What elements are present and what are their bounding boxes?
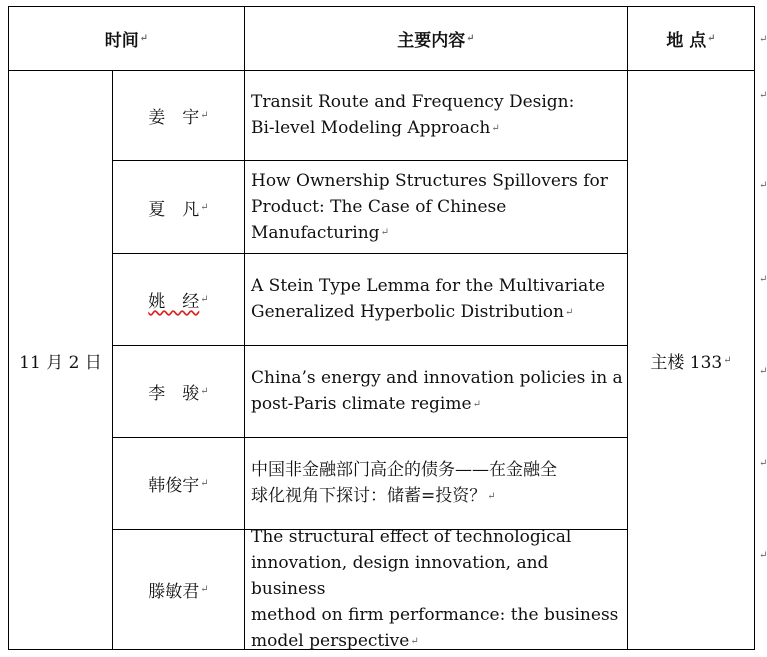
- header-time-label: 时间: [104, 31, 139, 51]
- paragraph-mark: ↵: [491, 122, 500, 134]
- row-end-mark: ↵: [759, 34, 767, 45]
- paragraph-mark: ↵: [487, 490, 496, 502]
- date-value: 11 月 2 日: [19, 352, 102, 373]
- paragraph-mark: ↵: [200, 294, 209, 305]
- topic-line-last: [251, 628, 623, 655]
- topic-line-last: [251, 299, 605, 326]
- topic-line: method on firm performance: the business: [251, 605, 619, 626]
- topic-line: post-Paris climate regime: [251, 394, 472, 415]
- speaker-cell: [113, 346, 244, 437]
- speaker-cell: [113, 530, 244, 649]
- topic-line-last: [251, 220, 608, 247]
- topic-line: Product: The Case of Chinese: [251, 196, 507, 217]
- row-end-mark: ↵: [759, 458, 767, 469]
- speaker-cell: [113, 254, 244, 345]
- topic-text: [251, 365, 623, 418]
- topic-line-last: [251, 115, 574, 142]
- topic-line: Bi-level Modeling Approach: [251, 118, 491, 139]
- row-end-mark: ↵: [759, 180, 767, 191]
- topic-line-last: [251, 483, 557, 510]
- speaker-name: 韩俊宇: [148, 476, 200, 496]
- topic-cell: [245, 346, 627, 437]
- speaker-name: 夏 凡: [148, 199, 200, 220]
- topic-line-last: [251, 391, 623, 418]
- speaker-name: 李 骏: [148, 384, 200, 404]
- speaker-cell: [113, 438, 244, 529]
- topic-line: China’s energy and innovation policies in a: [251, 368, 623, 389]
- topic-line: model perspective: [251, 631, 410, 652]
- location-cell: [628, 71, 754, 649]
- topic-text: [251, 273, 605, 326]
- paragraph-mark: ↵: [139, 33, 149, 44]
- topic-line: Transit Route and Frequency Design:: [251, 92, 575, 113]
- header-content: [245, 7, 627, 70]
- row-end-mark: ↵: [759, 550, 767, 561]
- topic-line: How Ownership Structures Spillovers for: [251, 170, 608, 191]
- paragraph-mark: ↵: [200, 584, 209, 595]
- paragraph-mark: ↵: [410, 635, 419, 647]
- topic-cell: [245, 71, 627, 160]
- topic-cell: [245, 527, 627, 652]
- topic-text: [251, 168, 608, 247]
- paragraph-mark: ↵: [380, 227, 389, 239]
- topic-line: Generalized Hyperbolic Distribution: [251, 302, 564, 323]
- paragraph-mark: ↵: [723, 354, 732, 366]
- topic-text: [251, 89, 574, 142]
- speaker-name: 姜 宇: [148, 108, 200, 128]
- paragraph-mark: ↵: [466, 33, 475, 44]
- topic-line: A Stein Type Lemma for the Multivariate: [251, 276, 606, 297]
- topic-line: Manufacturing: [251, 222, 380, 243]
- topic-line: The structural effect of technological: [251, 527, 572, 548]
- table-border: [754, 6, 755, 650]
- topic-cell: [245, 161, 627, 253]
- paragraph-mark: ↵: [707, 33, 716, 44]
- header-time: [9, 7, 244, 70]
- speaker-cell: [113, 71, 244, 160]
- topic-cell: [245, 438, 627, 529]
- paragraph-mark: ↵: [564, 306, 574, 318]
- paragraph-mark: ↵: [200, 110, 209, 121]
- topic-line: 球化视角下探讨：储蓄=投资？: [251, 486, 487, 507]
- header-content-label: 主要内容: [397, 31, 466, 51]
- paragraph-mark: ↵: [200, 201, 209, 213]
- topic-line: 中国非金融部门高企的债务——在金融全: [251, 460, 557, 481]
- paragraph-mark: ↵: [200, 386, 209, 397]
- row-end-mark: ↵: [759, 366, 767, 377]
- header-location-label: 地 点: [666, 31, 707, 51]
- topic-text: [251, 457, 557, 510]
- paragraph-mark: ↵: [200, 478, 209, 489]
- row-end-mark: ↵: [759, 274, 767, 285]
- speaker-name: 姚 经: [148, 292, 200, 312]
- topic-cell: [245, 254, 627, 345]
- row-end-mark: ↵: [759, 90, 767, 101]
- topic-line: innovation, design innovation, and business: [251, 553, 549, 600]
- topic-text: [251, 524, 623, 655]
- header-location: [628, 7, 754, 70]
- date-cell: [9, 71, 112, 649]
- location-value: 主楼 133: [650, 352, 723, 373]
- speaker-cell: [113, 161, 244, 253]
- speaker-name: 滕敏君: [148, 582, 200, 602]
- paragraph-mark: ↵: [472, 398, 481, 410]
- schedule-table: [8, 6, 755, 650]
